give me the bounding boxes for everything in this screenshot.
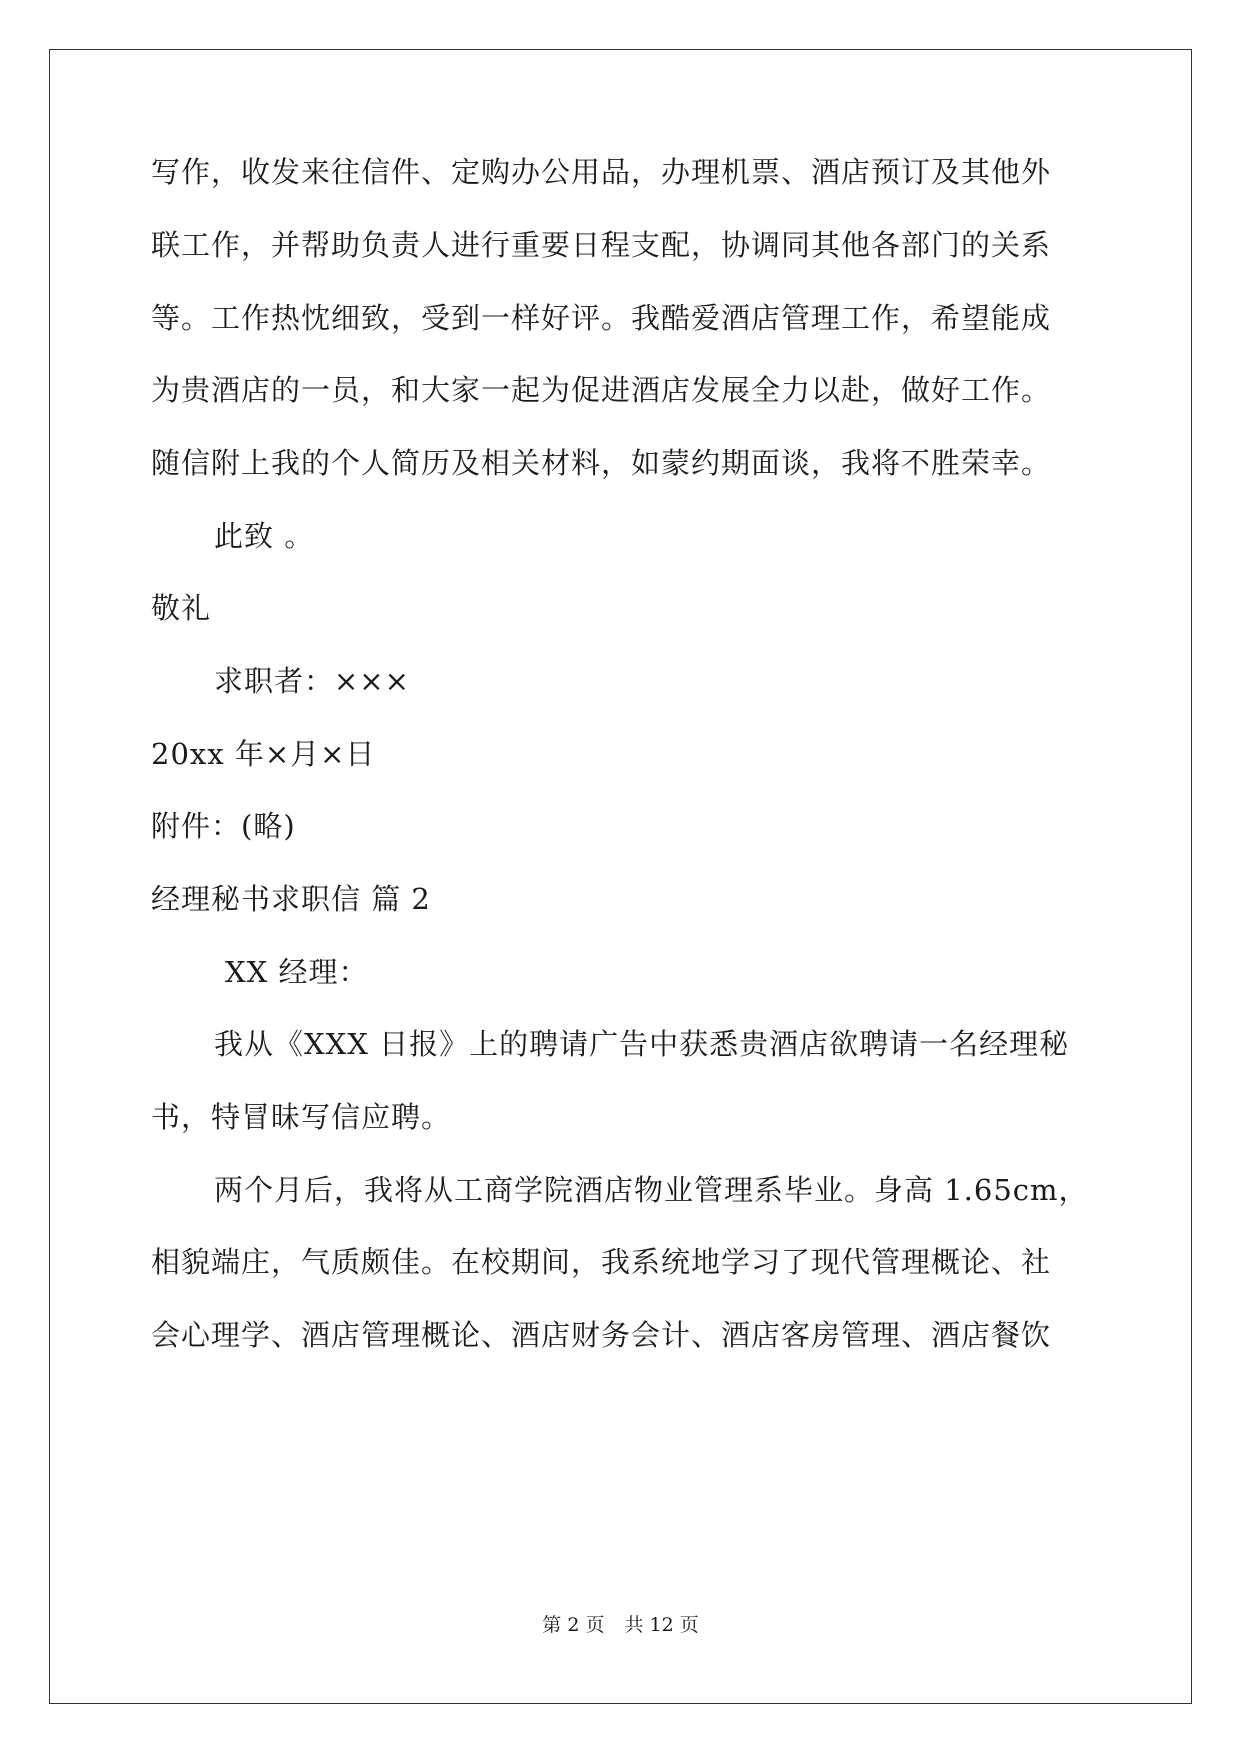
text-line: 我从《XXX 日报》上的聘请广告中获悉贵酒店欲聘请一名经理秘 — [214, 1027, 1070, 1061]
closing-regards: 敬礼 — [151, 591, 212, 625]
signature-line: 求职者：××× — [214, 664, 410, 698]
text-line: 随信附上我的个人简历及相关材料，如蒙约期面谈，我将不胜荣幸。 — [151, 446, 1052, 480]
text-line: 会心理学、酒店管理概论、酒店财务会计、酒店客房管理、酒店餐饮 — [151, 1318, 1052, 1352]
text-line: 相貌端庄，气质颇佳。在校期间，我系统地学习了现代管理概论、社 — [151, 1245, 1052, 1279]
text-line: 为贵酒店的一员，和大家一起为促进酒店发展全力以赴，做好工作。 — [151, 373, 1052, 407]
text-line: 联工作，并帮助负责人进行重要日程支配，协调同其他各部门的关系 — [151, 228, 1052, 262]
page-number: 第 2 页 — [542, 1614, 605, 1636]
text-line: 书，特冒昧写信应聘。 — [151, 1100, 452, 1134]
letter-greeting: XX 经理： — [225, 955, 369, 989]
page-footer — [0, 1613, 1241, 1637]
text-line: 两个月后，我将从工商学院酒店物业管理系毕业。身高 1.65cm， — [214, 1173, 1089, 1207]
section-heading: 经理秘书求职信 篇 2 — [151, 882, 431, 916]
text-line: 写作，收发来往信件、定购办公用品，办理机票、酒店预订及其他外 — [151, 155, 1052, 189]
closing-salutation: 此致 。 — [214, 519, 315, 553]
page-total: 共 12 页 — [624, 1614, 699, 1636]
text-line: 等。工作热忱细致，受到一样好评。我酷爱酒店管理工作，希望能成 — [151, 301, 1052, 335]
attachment-line: 附件：(略) — [151, 809, 296, 843]
date-line: 20xx 年×月×日 — [151, 737, 376, 771]
